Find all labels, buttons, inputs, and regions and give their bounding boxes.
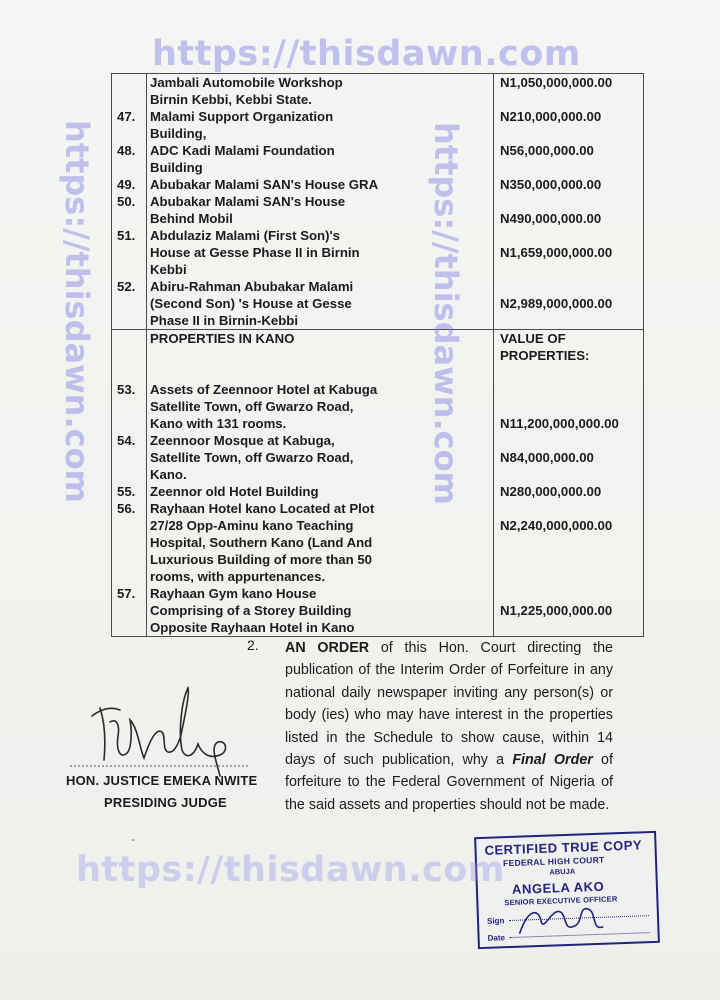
judge-name: HON. JUSTICE EMEKA NWITE: [66, 773, 258, 788]
property-value-line: N1,225,000,000.00: [500, 603, 613, 618]
property-value-line: N56,000,000.00: [500, 143, 594, 158]
order-paragraph: [285, 637, 613, 816]
property-description-line: Building: [150, 160, 203, 175]
property-description-line: Satellite Town, off Gwarzo Road,: [150, 450, 354, 465]
property-description-line: Building,: [150, 126, 207, 141]
property-value-line: [494, 193, 643, 210]
spacer: [112, 517, 146, 534]
item-number: 49.: [117, 177, 136, 192]
property-value-line: [494, 312, 643, 329]
property-description-line: ADC Kadi Malami Foundation: [150, 143, 335, 158]
item-number: 48.: [117, 143, 136, 158]
property-value-line: N1,050,000,000.00: [500, 75, 613, 90]
watermark-vertical-center: https://thisdawn.com: [427, 122, 465, 505]
property-value-line: [494, 261, 643, 278]
item-number: 53.: [117, 382, 136, 397]
spacer: [112, 466, 146, 483]
kebbi-value-column: [494, 74, 644, 330]
property-value-line: [494, 91, 643, 108]
item-number: 50.: [117, 194, 136, 209]
property-value-line: N490,000,000.00: [500, 211, 602, 226]
property-description-line: 27/28 Opp-Aminu kano Teaching: [150, 518, 354, 533]
kano-description-column: [147, 330, 494, 637]
property-description-line: Abubakar Malami SAN's House: [150, 194, 346, 209]
spacer: [112, 534, 146, 551]
property-description-line: House at Gesse Phase II in Birnin: [150, 245, 360, 260]
property-description-line: Zeennoor Mosque at Kabuga,: [150, 433, 335, 448]
order-number: 2.: [247, 637, 259, 653]
kebbi-description-column: [147, 74, 494, 330]
value-column-header: PROPERTIES:: [500, 348, 590, 363]
stamp-title: CERTIFIED TRUE COPY: [484, 837, 643, 858]
schedule-section-kebbi: [112, 74, 644, 330]
order-lead: AN ORDER: [285, 640, 370, 656]
property-description-line: Opposite Rayhaan Hotel in Kano: [150, 620, 355, 635]
property-value-line: [494, 125, 643, 142]
property-value-line: [494, 159, 643, 176]
item-number: 55.: [117, 484, 136, 499]
stamp-date-label: Date: [487, 933, 506, 943]
property-description-line: Kano with 131 rooms.: [150, 416, 287, 431]
stamp-signature-scribble: [476, 833, 662, 951]
property-description-line: Birnin Kebbi, Kebbi State.: [150, 92, 312, 107]
order-text-part2: of forfeiture to the Federal Government of Nigeria of the said assets and properties should not be made.: [285, 752, 613, 813]
property-description-line: Kano.: [150, 467, 187, 482]
kano-section-header: PROPERTIES IN KANO: [150, 331, 295, 346]
property-schedule-table: [111, 73, 644, 637]
order-emphasis: Final Order: [512, 752, 593, 769]
item-number: 51.: [117, 228, 136, 243]
property-value-line: [494, 398, 643, 415]
judge-signature: [70, 680, 250, 780]
stamp-court: FEDERAL HIGH COURT: [502, 854, 605, 869]
property-description-line: Behind Mobil: [150, 211, 233, 226]
kano-number-column: [112, 330, 147, 637]
spacer: [112, 244, 146, 261]
spacer: [112, 449, 146, 466]
property-value-line: [494, 568, 643, 585]
spacer: [494, 364, 643, 381]
spacer: [112, 347, 146, 364]
property-value-line: [494, 227, 643, 244]
property-value-line: [494, 585, 643, 602]
spacer: [112, 125, 146, 142]
stamp-city: ABUJA: [549, 866, 576, 877]
property-value-line: N350,000,000.00: [500, 177, 602, 192]
spacer: [112, 415, 146, 432]
spacer: [112, 312, 146, 329]
property-description-line: Abiru-Rahman Abubakar Malami: [150, 279, 354, 294]
spacer: [112, 619, 146, 636]
property-description-line: Rayhaan Hotel kano Located at Plot: [150, 501, 375, 516]
property-description-line: rooms, with appurtenances.: [150, 569, 326, 584]
property-description-line: Assets of Zeennoor Hotel at Kabuga: [150, 382, 378, 397]
value-column-header: VALUE OF: [500, 331, 566, 346]
property-description-line: Jambali Automobile Workshop: [150, 75, 343, 90]
property-value-line: N1,659,000,000.00: [500, 245, 613, 260]
kano-value-column: [494, 330, 644, 637]
property-description-line: Satellite Town, off Gwarzo Road,: [150, 399, 354, 414]
property-description-line: Zeennor old Hotel Building: [150, 484, 319, 499]
item-number: 56.: [117, 501, 136, 516]
item-number: 52.: [117, 279, 136, 294]
spacer: [112, 568, 146, 585]
spacer: [112, 398, 146, 415]
spacer: [112, 210, 146, 227]
property-value-line: N84,000,000.00: [500, 450, 594, 465]
property-description-line: Comprising of a Storey Building: [150, 603, 352, 618]
property-value-line: [494, 619, 643, 636]
spacer: [112, 295, 146, 312]
item-number: 47.: [117, 109, 136, 124]
property-description-line: Kebbi: [150, 262, 187, 277]
dash-mark: -: [131, 832, 135, 846]
watermark-bottom: https://thisdawn.com: [76, 850, 505, 890]
property-description-line: Rayhaan Gym kano House: [150, 586, 317, 601]
item-number: 54.: [117, 433, 136, 448]
property-description-line: Abdulaziz Malami (First Son)'s: [150, 228, 340, 243]
spacer: [112, 261, 146, 278]
spacer: [112, 91, 146, 108]
spacer: [147, 364, 493, 381]
property-value-line: [494, 466, 643, 483]
property-description-line: Abubakar Malami SAN's House GRA: [150, 177, 379, 192]
watermark-vertical-left: https://thisdawn.com: [58, 120, 96, 503]
item-number: 57.: [117, 586, 136, 601]
kebbi-number-column: [112, 74, 147, 330]
spacer: [112, 159, 146, 176]
property-description-line: Luxurious Building of more than 50: [150, 552, 372, 567]
property-value-line: N11,200,000,000.00: [500, 416, 619, 431]
property-value-line: [494, 278, 643, 295]
stamp-officer-name: ANGELA AKO: [511, 878, 605, 897]
property-value-line: [494, 534, 643, 551]
property-description-line: Hospital, Southern Kano (Land And: [150, 535, 373, 550]
property-value-line: N210,000,000.00: [500, 109, 602, 124]
spacer: [112, 364, 146, 381]
order-text-part1: of this Hon. Court directing the publication of the Interim Order of Forfeiture in any national daily newspaper inviting any person(s) or body (ies) who may have interest in the properties listed in the Schedule to show cause, within 14 days of such publication, why a: [285, 640, 613, 769]
property-value-line: [494, 500, 643, 517]
property-description-line: Malami Support Organization: [150, 109, 334, 124]
spacer: [112, 330, 146, 347]
property-value-line: N2,240,000,000.00: [500, 518, 613, 533]
judge-title: PRESIDING JUDGE: [104, 795, 227, 810]
spacer: [112, 551, 146, 568]
schedule-section-kano: [112, 330, 644, 637]
property-description-line: Phase II in Birnin-Kebbi: [150, 313, 299, 328]
certified-true-copy-stamp: [474, 831, 660, 949]
property-value-line: [494, 551, 643, 568]
property-value-line: N2,989,000,000.00: [500, 296, 613, 311]
spacer: [112, 602, 146, 619]
watermark-top: https://thisdawn.com: [152, 34, 581, 74]
spacer: [147, 347, 493, 364]
property-value-line: [494, 432, 643, 449]
stamp-sign-label: Sign: [486, 916, 505, 926]
property-value-line: [494, 381, 643, 398]
item-number: [112, 74, 146, 91]
property-description-line: (Second Son) 's House at Gesse: [150, 296, 352, 311]
stamp-officer-title: SENIOR EXECUTIVE OFFICER: [504, 894, 618, 908]
property-value-line: N280,000,000.00: [500, 484, 602, 499]
